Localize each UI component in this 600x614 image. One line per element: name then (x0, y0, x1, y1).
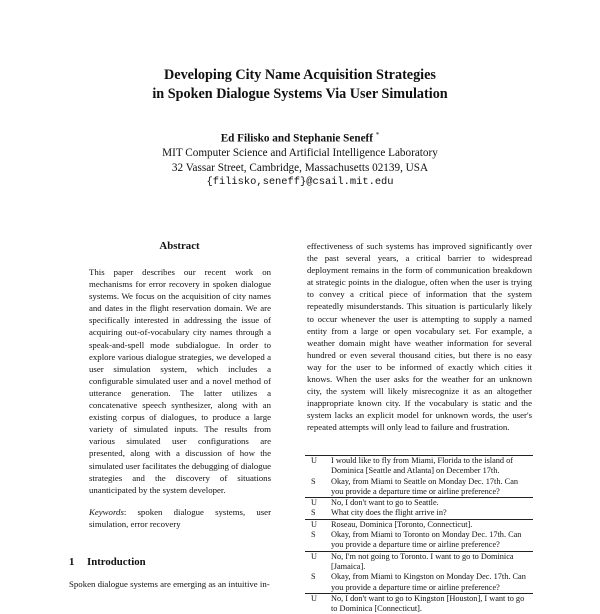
keywords-text: : spoken dialogue systems, user simulation, error recovery (89, 507, 271, 529)
utterance-text: No, I'm not going to Toronto. I want to go to Dominica [Jamaica]. (331, 551, 533, 572)
dialogue-rows (305, 456, 533, 614)
email: {filisko,seneff}@csail.mit.edu (0, 175, 600, 190)
right-column-paragraph: effectiveness of such systems has improved significantly over the past several years, a critical barrier to widespread deployment remains in the form of communication breakdown at strategic points in the dialogue, often when the user is trying to convey a critical piece of information that the system repeatedly misunderstands. This situation is particularly likely to occur whenever the user is attempting to supply a named entity from a large or open vocabulary set. For example, a weather domain might have weather information for several hundred or even several thousand cities, but there is no easy way for the user to be informed of exactly which cities it knows. When the user asks for the weather for an unknown city, the system will likely misrecognize it as an altogether inappropriate known city. If the vocabulary is static and the system lacks an explicit model for unknown words, the user's repeated attempts will only lead to failure and frustration. (307, 240, 532, 434)
utterance-text: Okay, from Miami to Kingston on Monday Dec. 17th. Can you provide a departure time or airline preference? (331, 572, 533, 593)
address: 32 Vassar Street, Cambridge, Massachusetts 02139, USA (0, 161, 600, 176)
utterance-text: Okay, from Miami to Toronto on Monday Dec. 17th. Can you provide a departure time or airline preference? (331, 530, 533, 551)
author-block (0, 128, 600, 190)
dialogue-turn (305, 572, 533, 593)
right-column (307, 240, 532, 434)
section-title: Introduction (87, 556, 146, 568)
abstract-heading: Abstract (69, 240, 290, 252)
dialogue-turn (305, 477, 533, 498)
introduction-first-line: Spoken dialogue systems are emerging as an intuitive in- (69, 578, 290, 590)
utterance-text: No, I don't want to go to Seattle. (331, 498, 533, 509)
dialogue-turn (305, 519, 533, 530)
utterance-text: Roseau, Dominica [Toronto, Connecticut]. (331, 519, 533, 530)
speaker-label: U (305, 593, 331, 614)
author-names-text: Ed Filisko and Stephanie Seneff (221, 133, 373, 145)
utterance-text: No, I don't want to go to Kingston [Houston], I want to go to Dominica [Connecticut]. (331, 593, 533, 614)
dialogue-turn (305, 456, 533, 477)
keywords-label: Keywords (89, 507, 124, 517)
dialogue-turn (305, 508, 533, 519)
example-dialogue-table (305, 455, 533, 614)
utterance-text: What city does the flight arrive in? (331, 508, 533, 519)
section-number: 1 (69, 556, 87, 568)
affiliation: MIT Computer Science and Artificial Intelligence Laboratory (0, 146, 600, 161)
speaker-label: S (305, 477, 331, 498)
speaker-label: S (305, 508, 331, 519)
speaker-label: S (305, 530, 331, 551)
utterance-text: I would like to fly from Miami, Florida to the island of Dominica [Seattle and Atlanta] on December 17th. (331, 456, 533, 477)
paper-title (0, 66, 600, 104)
keywords (89, 506, 271, 530)
section-heading-introduction (69, 556, 290, 568)
author-footnote-mark: * (376, 131, 380, 139)
left-column (69, 240, 290, 590)
title-line-2: in Spoken Dialogue Systems Via User Simulation (0, 85, 600, 104)
author-names (0, 128, 600, 146)
dialogue-turn (305, 551, 533, 572)
utterance-text: Okay, from Miami to Seattle on Monday Dec. 17th. Can you provide a departure time or airline preference? (331, 477, 533, 498)
dialogue-turn (305, 530, 533, 551)
speaker-label: S (305, 572, 331, 593)
speaker-label: U (305, 498, 331, 509)
speaker-label: U (305, 551, 331, 572)
title-line-1: Developing City Name Acquisition Strategies (0, 66, 600, 85)
speaker-label: U (305, 519, 331, 530)
dialogue-turn (305, 498, 533, 509)
speaker-label: U (305, 456, 331, 477)
dialogue-turn (305, 593, 533, 614)
abstract-body: This paper describes our recent work on mechanisms for error recovery in spoken dialogue systems. We focus on the acquisition of city names and dates in the flight reservation domain. We are specifically interested in addressing the issue of acquiring out-of-vocabulary city names through a speak-and-spell mode subdialogue. In order to explore various dialogue strategies, we developed a user simulation system, which includes a configurable simulated user and a novel method of utterance generation. The latter utilizes a concatenative speech synthesizer, along with an existing corpus of dialogues, to produce a large variety of simulated inputs. The results from various simulated user configurations are presented, along with a discussion of how the simulated user facilitates the debugging of dialogue strategies and the discovery of situations unanticipated by the system developer. (89, 266, 271, 496)
